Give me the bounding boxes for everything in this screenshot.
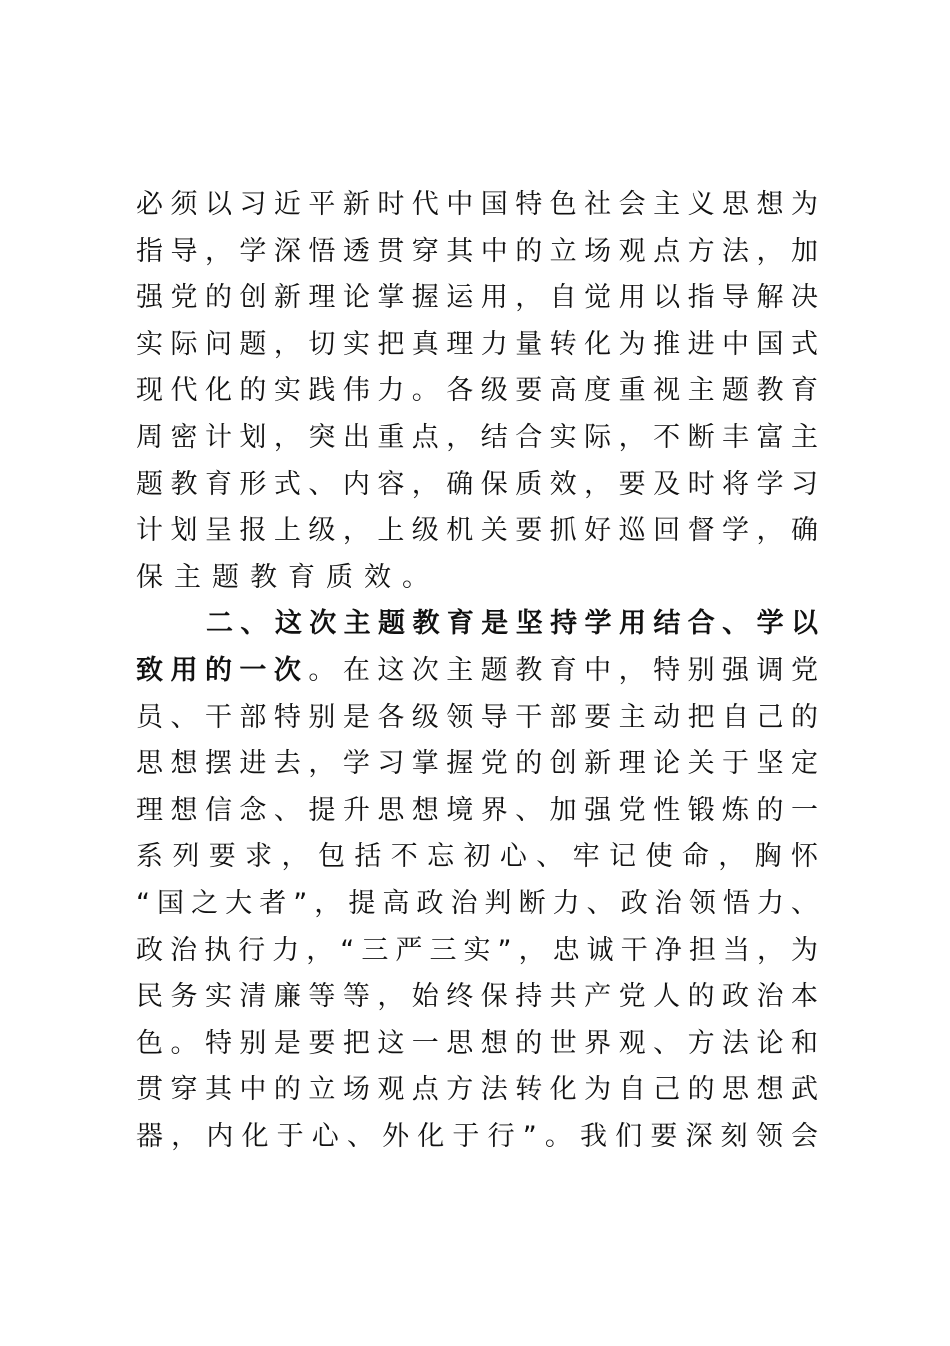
text-line: 器，内化于心、外化于行”。我们要深刻领会 bbox=[136, 1120, 818, 1152]
paragraph-end-line: 保主题教育质效。 bbox=[136, 561, 440, 593]
section-heading-rest: 。在这次主题教育中，特别强调党 bbox=[308, 654, 818, 686]
text-line: 必须以习近平新时代中国特色社会主义思想为 bbox=[136, 189, 818, 220]
text-line: 强党的创新理论掌握运用，自觉用以指导解决 bbox=[136, 282, 818, 314]
text-line: 色。特别是要把这一思想的世界观、方法论和 bbox=[136, 1027, 818, 1059]
text-line: 计划呈报上级，上级机关要抓好巡回督学，确 bbox=[136, 515, 818, 547]
text-line: “国之大者”，提高政治判断力、政治领悟力、 bbox=[136, 887, 818, 919]
text-line: 政治执行力，“三严三实”，忠诚干净担当，为 bbox=[136, 934, 818, 966]
section-heading-line: 二、这次主题教育是坚持学用结合、学以 bbox=[206, 608, 818, 640]
text-line: 题教育形式、内容，确保质效，要及时将学习 bbox=[136, 468, 818, 500]
text-line: 系列要求，包括不忘初心、牢记使命，胸怀 bbox=[136, 841, 818, 873]
document-body bbox=[136, 182, 818, 1160]
text-line: 贯穿其中的立场观点方法转化为自己的思想武 bbox=[136, 1074, 818, 1106]
text-line: 实际问题，切实把真理力量转化为推进中国式 bbox=[136, 328, 818, 360]
text-line: 周密计划，突出重点，结合实际，不断丰富主 bbox=[136, 421, 818, 453]
section-heading-continuation bbox=[136, 648, 818, 695]
text-line: 指导，学深悟透贯穿其中的立场观点方法，加 bbox=[136, 235, 818, 267]
text-line: 民务实清廉等等，始终保持共产党人的政治本 bbox=[136, 981, 818, 1013]
text-line: 员、干部特别是各级领导干部要主动把自己的 bbox=[136, 701, 818, 733]
text-line: 思想摆进去，学习掌握党的创新理论关于坚定 bbox=[136, 748, 818, 780]
section-heading-tail: 致用的一次 bbox=[136, 654, 309, 686]
text-line: 理想信念、提升思想境界、加强党性锻炼的一 bbox=[136, 794, 818, 826]
text-line: 现代化的实践伟力。各级要高度重视主题教育 bbox=[136, 375, 818, 407]
